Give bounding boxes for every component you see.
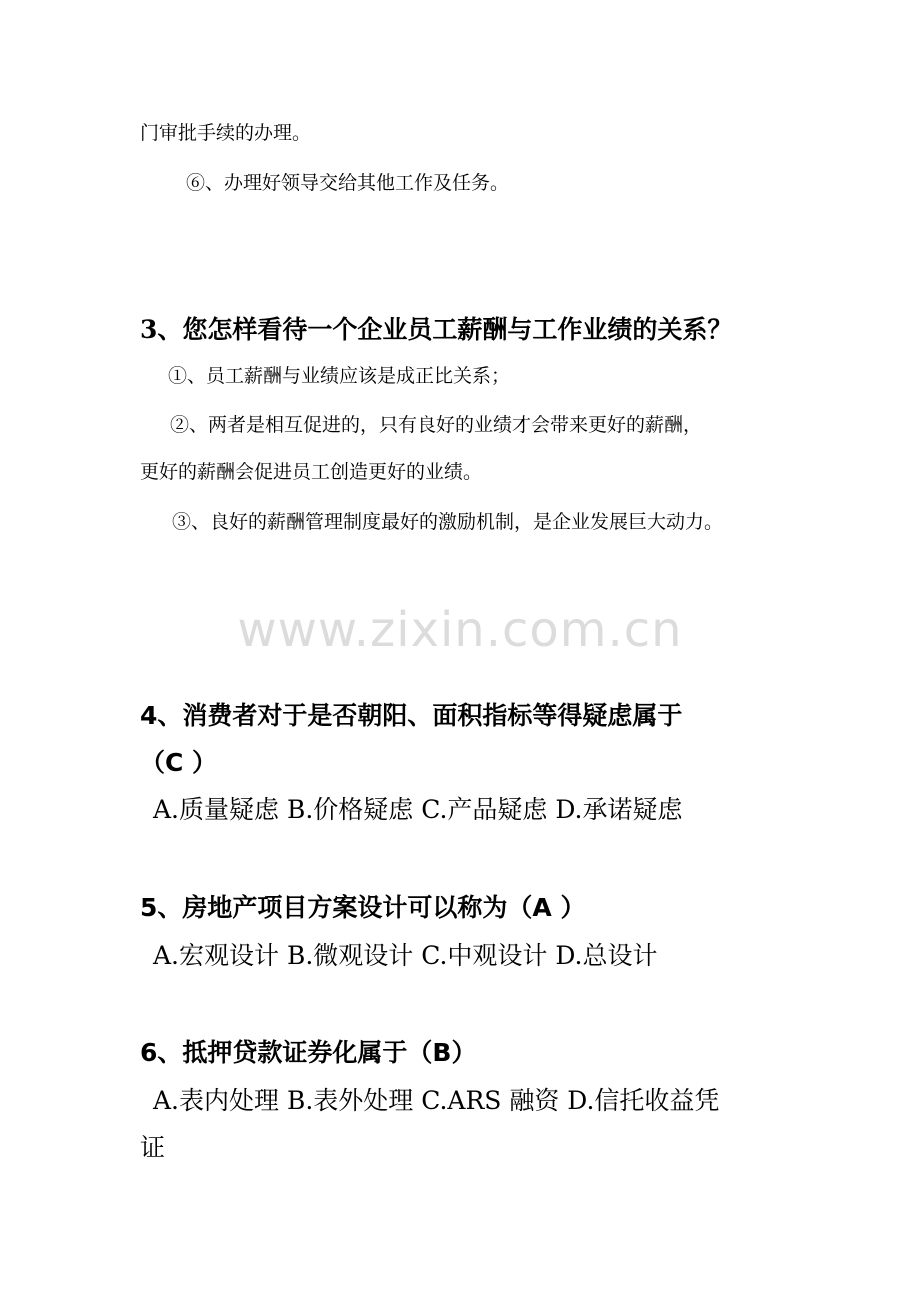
question-4-heading-line-2: （C ） [140, 748, 218, 777]
list-item-6: ⑥、办理好领导交给其他工作及任务。 [186, 172, 510, 194]
question-3-heading: 3、您怎样看待一个企业员工薪酬与工作业绩的关系？ [140, 315, 733, 344]
question-3-item-2-line-2: 更好的薪酬会促进员工创造更好的业绩。 [140, 461, 483, 483]
question-3-item-1: ①、员工薪酬与业绩应该是成正比关系； [168, 365, 511, 387]
question-6-options-line-2: 证 [140, 1133, 166, 1162]
question-6-heading: 6、抵押贷款证券化属于（B） [140, 1038, 477, 1067]
question-4-heading-line-1: 4、消费者对于是否朝阳、面积指标等得疑虑属于 [140, 701, 683, 730]
watermark: www.zixin.com.cn [237, 602, 683, 658]
question-4-options: A.质量疑虑 B.价格疑虑 C.产品疑虑 D.承诺疑虑 [153, 795, 683, 824]
question-5-options: A.宏观设计 B.微观设计 C.中观设计 D.总设计 [153, 941, 658, 970]
paragraph-continuation: 门审批手续的办理。 [140, 122, 312, 144]
question-3-item-2-line-1: ②、两者是相互促进的，只有良好的业绩才会带来更好的薪酬， [170, 414, 703, 436]
question-6-options-line-1: A.表内处理 B.表外处理 C.ARS 融资 D.信托收益凭 [153, 1086, 720, 1115]
question-3-item-3: ③、良好的薪酬管理制度最好的激励机制，是企业发展巨大动力。 [172, 511, 724, 533]
question-5-heading: 5、房地产项目方案设计可以称为（A ） [140, 893, 586, 922]
